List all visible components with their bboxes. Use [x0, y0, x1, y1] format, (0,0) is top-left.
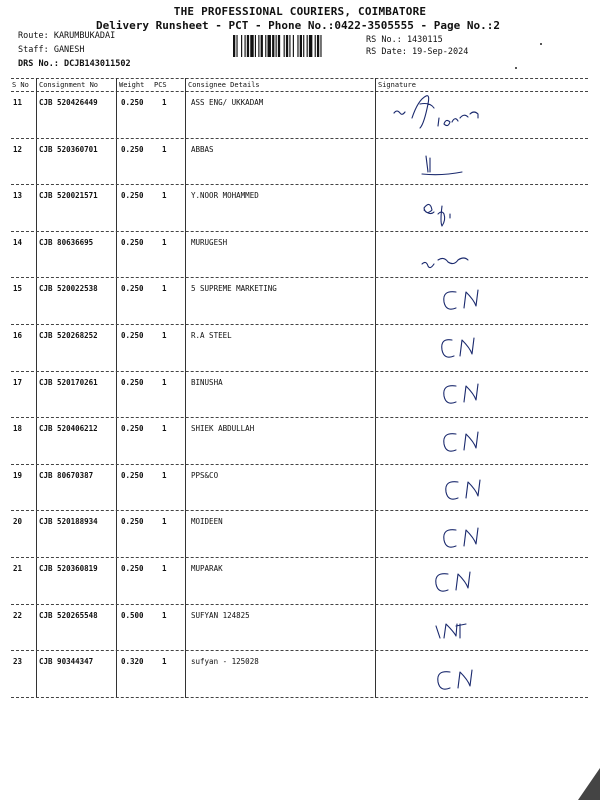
header-consignment: Consignment No — [39, 81, 99, 89]
signature-marks — [386, 78, 586, 698]
column-divider — [185, 78, 186, 698]
barcode-bar — [258, 35, 259, 57]
row-sno: 19 — [13, 470, 23, 480]
row-weight: 0.250 — [121, 377, 144, 387]
row-consignee: ASS ENG/ UKKADAM — [191, 98, 264, 107]
row-pcs: 1 — [162, 424, 167, 434]
row-sno: 11 — [13, 98, 23, 107]
barcode-bar — [278, 35, 280, 57]
row-pcs: 1 — [162, 237, 167, 247]
route-label: Route: KARUMBUKADAI — [18, 31, 116, 41]
row-weight: 0.250 — [121, 564, 144, 573]
stray-mark — [540, 43, 542, 45]
header-weight: Weight — [119, 81, 145, 89]
barcode-bar — [265, 35, 266, 57]
stray-mark — [515, 67, 517, 69]
column-divider — [36, 78, 37, 698]
row-consignment: CJB 90344347 — [39, 657, 94, 667]
row-sno: 18 — [13, 424, 23, 434]
signature-mark — [444, 528, 478, 547]
row-sno: 13 — [13, 191, 23, 201]
row-pcs: 1 — [162, 98, 167, 107]
row-pcs: 1 — [162, 470, 167, 480]
row-consignee: MURUGESH — [191, 237, 228, 247]
row-consignment: CJB 520268252 — [39, 331, 98, 340]
signature-mark — [424, 204, 450, 226]
row-consignment: CJB 520022538 — [39, 284, 98, 294]
row-consignee: BINUSHA — [191, 377, 223, 387]
signature-mark — [438, 670, 472, 689]
row-consignment: CJB 520426449 — [39, 98, 98, 107]
row-sno: 23 — [13, 657, 23, 667]
row-pcs: 1 — [162, 377, 167, 387]
row-consignment: CJB 520406212 — [39, 424, 98, 434]
row-consignee: R.A STEEL — [191, 331, 232, 340]
row-consignee: PPS&CO — [191, 470, 219, 480]
row-consignee: MUPARAK — [191, 564, 223, 573]
barcode-bar — [241, 35, 242, 57]
barcode-bar — [289, 35, 290, 57]
barcode-bar — [309, 35, 312, 57]
header-consignee: Consignee Details — [188, 81, 260, 89]
row-sno: 16 — [13, 331, 23, 340]
barcode-bar — [261, 35, 263, 57]
row-weight: 0.250 — [121, 144, 144, 154]
barcode-bar — [268, 35, 271, 57]
signature-mark — [436, 572, 470, 591]
staff-label: Staff: GANESH — [18, 45, 85, 55]
signature-mark — [446, 480, 480, 499]
row-sno: 14 — [13, 237, 23, 247]
row-consignment: CJB 80636695 — [39, 237, 94, 247]
row-sno: 21 — [13, 564, 23, 573]
runsheet-subtitle: Delivery Runsheet - PCT - Phone No.:0422-3505555 - Page No.:2 — [96, 19, 500, 32]
barcode-bar — [250, 35, 253, 57]
row-consignee: ABBAS — [191, 144, 214, 154]
barcode-bar — [307, 35, 308, 57]
column-divider — [116, 78, 117, 698]
signature-mark — [444, 432, 478, 451]
row-weight: 0.250 — [121, 237, 144, 247]
row-consignee: 5 SUPREME MARKETING — [191, 284, 277, 294]
row-weight: 0.500 — [121, 610, 144, 620]
barcode-bar — [236, 35, 237, 57]
signature-mark — [394, 96, 478, 128]
barcode-bar — [284, 35, 285, 57]
row-pcs: 1 — [162, 517, 167, 527]
row-weight: 0.250 — [121, 424, 144, 434]
row-consignment: CJB 80670387 — [39, 470, 94, 480]
row-consignment: CJB 520021571 — [39, 191, 98, 201]
row-consignee: MOIDEEN — [191, 517, 223, 527]
row-weight: 0.250 — [121, 470, 144, 480]
row-weight: 0.250 — [121, 191, 144, 201]
header-pcs: PCS — [154, 81, 167, 89]
row-consignee: sufyan - 125028 — [191, 657, 259, 667]
row-weight: 0.250 — [121, 284, 144, 294]
barcode-bar — [317, 35, 319, 57]
barcode-bar — [286, 35, 288, 57]
column-divider — [375, 78, 376, 698]
row-weight: 0.250 — [121, 331, 144, 340]
rs-number: RS No.: 1430115 — [366, 35, 443, 45]
row-sno: 15 — [13, 284, 23, 294]
barcode-bar — [245, 35, 246, 57]
barcode-bar — [255, 35, 256, 57]
row-sno: 17 — [13, 377, 23, 387]
row-pcs: 1 — [162, 331, 167, 340]
row-consignee: Y.NOOR MOHAMMED — [191, 191, 259, 201]
row-sno: 22 — [13, 610, 23, 620]
row-consignee: SUFYAN 124825 — [191, 610, 250, 620]
header-signature: Signature — [378, 81, 416, 89]
row-consignment: CJB 520360701 — [39, 144, 98, 154]
barcode-bar — [276, 35, 277, 57]
signature-mark — [436, 624, 466, 638]
row-weight: 0.250 — [121, 98, 144, 107]
row-pcs: 1 — [162, 564, 167, 573]
row-consignment: CJB 520265548 — [39, 610, 98, 620]
row-consignee: SHIEK ABDULLAH — [191, 424, 255, 434]
barcode-bar — [297, 35, 298, 57]
row-weight: 0.320 — [121, 657, 144, 667]
signature-mark — [422, 258, 468, 268]
company-title: THE PROFESSIONAL COURIERS, COIMBATORE — [173, 5, 427, 18]
barcode-bar — [247, 35, 249, 57]
row-consignment: CJB 520188934 — [39, 517, 98, 527]
barcode-bar — [233, 35, 235, 57]
row-pcs: 1 — [162, 610, 167, 620]
row-sno: 20 — [13, 517, 23, 527]
row-pcs: 1 — [162, 191, 167, 201]
row-consignment: CJB 520170261 — [39, 377, 98, 387]
barcode-image — [233, 35, 355, 57]
row-pcs: 1 — [162, 284, 167, 294]
barcode-bar — [272, 35, 274, 57]
row-consignment: CJB 520360819 — [39, 564, 98, 573]
barcode-bar — [300, 35, 302, 57]
signature-mark — [444, 384, 478, 403]
row-pcs: 1 — [162, 144, 167, 154]
barcode-bar — [303, 35, 304, 57]
row-pcs: 1 — [162, 657, 167, 667]
runsheet-table — [11, 78, 588, 698]
signature-mark — [444, 290, 478, 309]
rs-date: RS Date: 19-Sep-2024 — [366, 47, 469, 57]
barcode-bar — [315, 35, 316, 57]
page-corner-shadow — [578, 768, 600, 800]
drs-number: DRS No.: DCJB143011502 — [18, 59, 131, 69]
signature-mark — [442, 338, 474, 357]
signature-mark — [422, 156, 462, 175]
barcode-bar — [293, 35, 294, 57]
row-weight: 0.250 — [121, 517, 144, 527]
row-sno: 12 — [13, 144, 23, 154]
header-sno: S No — [12, 81, 29, 89]
barcode-bar — [320, 35, 321, 57]
